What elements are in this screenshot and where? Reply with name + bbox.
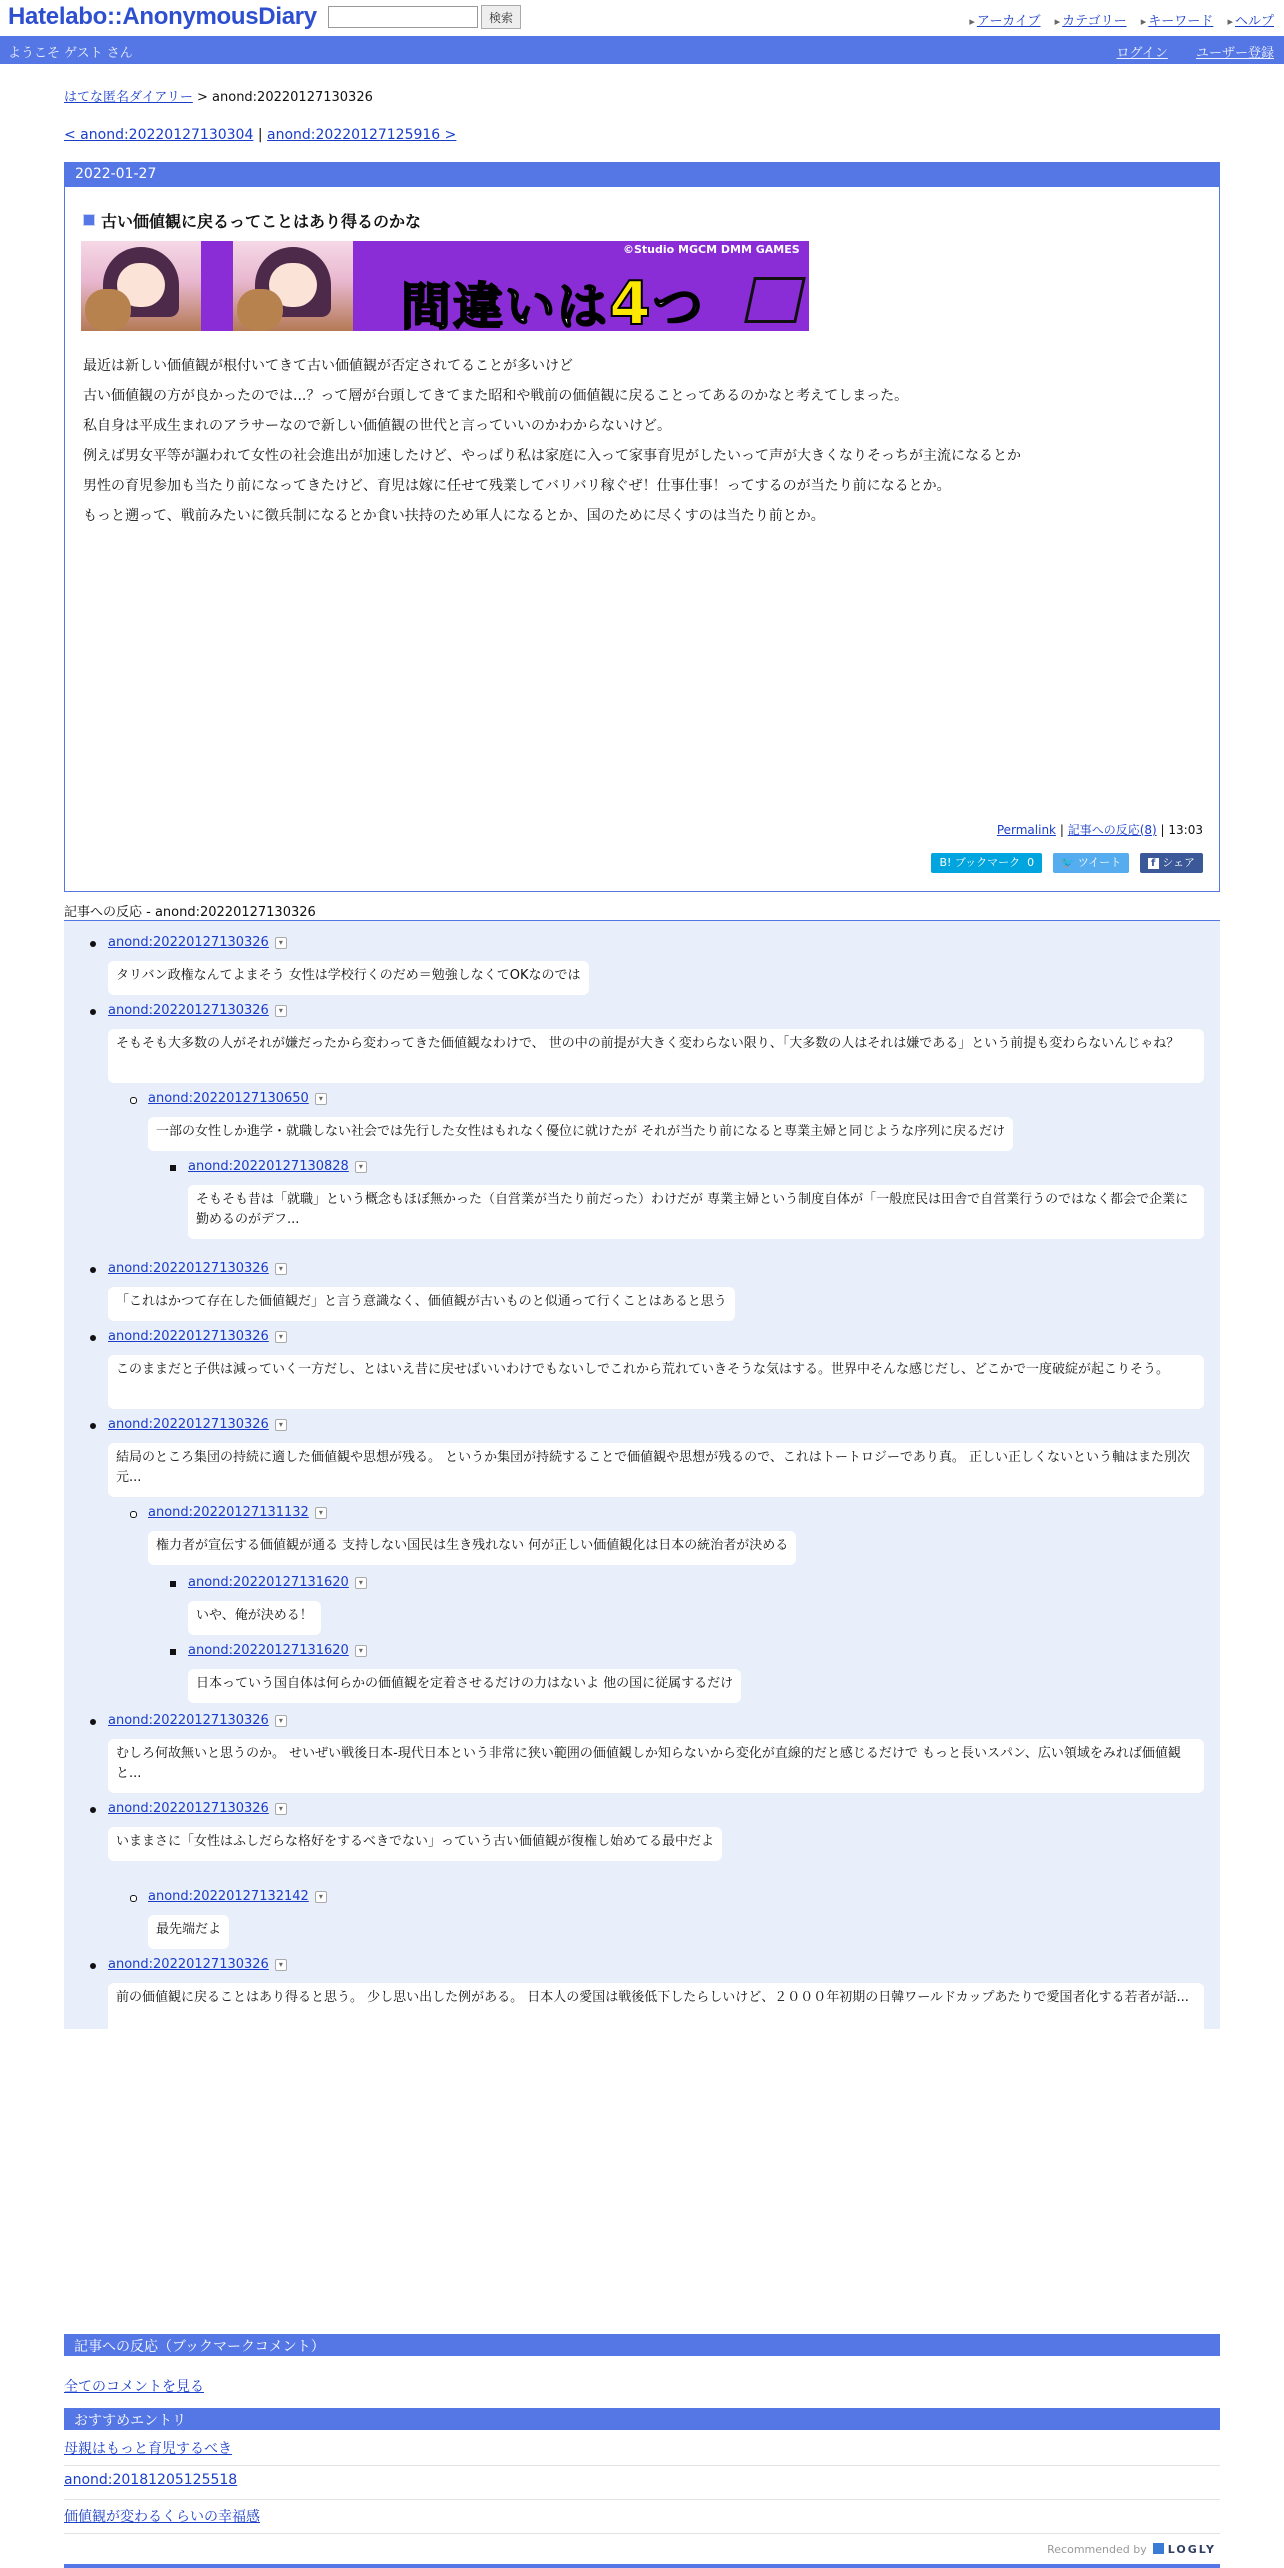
hatena-bookmark-button[interactable]: B! ブックマーク 0 [931, 853, 1042, 873]
share-buttons [925, 853, 1203, 873]
recommended-item [64, 2500, 1220, 2534]
chevron-down-icon[interactable]: ▾ [275, 1331, 287, 1343]
banner-credit: ©Studio MGCM DMM GAMES [623, 243, 800, 256]
reaction-text: 日本っていう国自体は何らかの価値観を定着させるだけの力はないよ 他の国に従属するだけ [188, 1669, 741, 1703]
reactions-heading: 記事への反応 - anond:20220127130326 [64, 905, 316, 920]
permalink-link[interactable]: Permalink [996, 823, 1056, 837]
bullet-icon [90, 1267, 96, 1273]
breadcrumb-separator: > [196, 90, 208, 105]
bullet-icon [90, 1335, 96, 1341]
reaction-text: 「これはかつて存在した価値観だ」と言う意識なく、価値観が古いものと似通って行くことはあると思う [108, 1287, 735, 1321]
footer-separator: | [1160, 823, 1165, 837]
bullet-icon [170, 1581, 176, 1587]
welcome-text: ようこそ ゲスト さん [8, 46, 133, 61]
chevron-down-icon[interactable]: ▾ [315, 1093, 327, 1105]
bookmark-comments-header: 記事への反応（ブックマークコメント） [64, 2334, 1220, 2356]
reaction-text: 最先端だよ [148, 1915, 229, 1949]
entry-title [83, 209, 421, 232]
reaction-item [108, 1713, 1181, 1781]
reaction-header [108, 1261, 287, 1281]
reaction-header [148, 1505, 327, 1525]
recommended-header: おすすめエントリ [64, 2408, 1220, 2430]
title-square-icon [83, 214, 95, 226]
reaction-text: いままさに「女性はふしだらな格好をするべきでない」っていう古い価値観が復権し始めてる最中だよ [108, 1827, 722, 1861]
reaction-text: 前の価値観に戻ることはあり得ると思う。 少し思い出した例がある。 日本人の愛国は戦後低下したらしいけど、２０００年初期の日韓ワールドカップあたりで愛国者化する若者が話... [108, 1983, 1204, 2037]
chevron-down-icon[interactable]: ▾ [315, 1891, 327, 1903]
logly-logo[interactable]: LOGLY [1153, 2543, 1216, 2556]
user-links [1092, 42, 1274, 61]
reaction-text: 権力者が宣伝する価値観が通る 支持しない国民は生き残れない 何が正しい価値観化は日本の統治者が決める [148, 1531, 796, 1565]
entry-panel [64, 162, 1220, 892]
reaction-id-link[interactable]: anond:20220127131132 [148, 1505, 309, 1520]
reaction-header [108, 935, 287, 955]
reaction-id-link[interactable]: anond:20220127130828 [188, 1159, 349, 1174]
facebook-share-button[interactable]: f シェア [1140, 853, 1203, 873]
breadcrumb-current: anond:20220127130326 [212, 90, 373, 105]
reaction-header [108, 1957, 287, 1977]
reaction-text: 結局のところ集団の持続に適した価値観や思想が残る。 というか集団が持続することで価値観や思想が残るので、これはトートロジーであり真。 正しい正しくないという軸はまた別次元... [108, 1443, 1204, 1497]
arrow-icon: ▸ [1227, 15, 1233, 28]
recommended-by: Recommended by LOGLY [1047, 2543, 1216, 2556]
reaction-header [108, 1713, 287, 1733]
reaction-item [188, 1575, 367, 1623]
arrow-icon: ▸ [1054, 15, 1061, 28]
reaction-item [108, 1417, 1191, 1485]
reaction-header [188, 1159, 367, 1179]
chevron-down-icon[interactable]: ▾ [315, 1507, 327, 1519]
bullet-icon [170, 1649, 176, 1655]
reaction-item [108, 1329, 1170, 1377]
bullet-icon [90, 1423, 96, 1429]
banner-character-image [81, 241, 201, 331]
chevron-down-icon[interactable]: ▾ [275, 1263, 287, 1275]
reaction-item [108, 935, 581, 983]
reactions-list [64, 920, 1220, 2029]
top-bar [0, 0, 1284, 36]
reaction-header [108, 1801, 287, 1821]
breadcrumb [64, 86, 373, 105]
login-link[interactable]: ログイン [1116, 46, 1168, 61]
nav-keyword-link[interactable]: キーワード [1148, 14, 1214, 29]
recommended-item [64, 2466, 1220, 2500]
reaction-header [188, 1643, 367, 1663]
reaction-id-link[interactable]: anond:20220127130326 [108, 1261, 269, 1276]
entry-time: 13:03 [1168, 823, 1203, 837]
bullet-icon [130, 1895, 137, 1902]
recommended-link[interactable]: 価値観が変わるくらいの幸福感 [64, 2509, 260, 2525]
reaction-item [188, 1159, 1189, 1227]
bullet-icon [90, 1807, 96, 1813]
reaction-item [148, 1505, 789, 1553]
recommended-link[interactable]: 母親はもっと育児するべき [64, 2441, 232, 2457]
breadcrumb-home-link[interactable]: はてな匿名ダイアリー [64, 90, 193, 105]
recommended-link[interactable]: anond:20181205125518 [64, 2472, 238, 2488]
entry-paragraph: 古い価値観の方が良かったのでは...？って層が台頭してきてまた昭和や戦前の価値観に戻ることってあるのかなと考えてしまった。 [83, 388, 909, 404]
facebook-icon: f [1148, 858, 1159, 869]
register-link[interactable]: ユーザー登録 [1195, 46, 1274, 61]
entry-paragraph: もっと遡って、戦前みたいに徴兵制になるとか食い扶持のため軍人になるとか、国のために尽くすのは当たり前とか。 [83, 508, 825, 524]
logly-square-icon [1153, 2543, 1164, 2554]
arrow-icon: ▸ [1140, 15, 1147, 28]
reaction-id-link[interactable]: anond:20220127130326 [108, 1417, 269, 1432]
chevron-down-icon[interactable]: ▾ [355, 1161, 367, 1173]
reaction-item [148, 1889, 327, 1937]
chevron-down-icon[interactable]: ▾ [275, 1803, 287, 1815]
chevron-down-icon[interactable]: ▾ [275, 937, 287, 949]
banner-game-logo [744, 277, 806, 323]
reaction-header [148, 1889, 327, 1909]
bullet-icon [170, 1165, 176, 1171]
nav-help-link[interactable]: ヘルプ [1234, 14, 1274, 29]
reaction-id-link[interactable]: anond:20220127130326 [108, 1713, 269, 1728]
entry-footer [997, 821, 1203, 838]
nav-archive-link[interactable]: アーカイブ [976, 14, 1041, 29]
chevron-down-icon[interactable]: ▾ [275, 1005, 287, 1017]
chevron-down-icon[interactable]: ▾ [275, 1419, 287, 1431]
reaction-id-link[interactable]: anond:20220127130326 [108, 1957, 269, 1972]
next-entry-link[interactable]: anond:20220127125916 > [267, 127, 457, 143]
entry-title-text: 古い価値観に戻るってことはあり得るのかな [101, 212, 422, 231]
reaction-item [188, 1643, 734, 1691]
tweet-button[interactable]: 🐦 ツイート [1053, 853, 1130, 873]
reaction-item [108, 1261, 727, 1309]
entry-date: 2022-01-27 [65, 163, 1219, 187]
reaction-text: そもそも大多数の人がそれが嫌だったから変わってきた価値観なわけで、 世の中の前提が大きく変わらない限り、「大多数の人はそれは嫌である」という前提も変わらないんじゃね？ [108, 1029, 1204, 1083]
reaction-text: そもそも昔は「就職」という概念もほぼ無かった（自営業が当たり前だった）わけだが 専業主婦という制度自体が「一般庶民は田舎で自営業行うのではなく都会で企業に勤めるのがデフ... [188, 1185, 1204, 1239]
bullet-icon [130, 1511, 137, 1518]
reaction-header [108, 1329, 287, 1349]
reaction-header [108, 1003, 287, 1023]
twitter-bird-icon: 🐦 [1060, 856, 1075, 869]
reaction-header [148, 1091, 327, 1111]
entry-paragraph: 最近は新しい価値観が根付いてきて古い価値観が否定されてることが多いけど [83, 358, 573, 374]
reaction-id-link[interactable]: anond:20220127131620 [188, 1575, 349, 1590]
reaction-id-link[interactable]: anond:20220127130650 [148, 1091, 309, 1106]
chevron-down-icon[interactable]: ▾ [355, 1577, 367, 1589]
reaction-header [188, 1575, 367, 1595]
reaction-id-link[interactable]: anond:20220127130326 [108, 1329, 269, 1344]
site-logo[interactable]: Hatelabo::AnonymousDiary [8, 3, 317, 30]
reaction-text: 一部の女性しか進学・就職しない社会では先行した女性はもれなく優位に就けたが それが当たり前になると専業主婦と同じような序列に戻るだけ [148, 1117, 1013, 1151]
bottom-border [64, 2564, 1220, 2568]
search-button[interactable]: 検索 [481, 5, 521, 29]
chevron-down-icon[interactable]: ▾ [275, 1715, 287, 1727]
nav-category-link[interactable]: カテゴリー [1062, 14, 1127, 29]
all-comments-link[interactable]: 全てのコメントを見る [64, 2379, 204, 2395]
entry-paragraph: 例えば男女平等が謳われて女性の社会進出が加速したけど、やっぱり私は家庭に入って家事育児がしたいって声が大きくなりそっちが主流になるとか [83, 448, 1021, 464]
bullet-icon [130, 1097, 137, 1104]
entry-paragraph: 男性の育児参加も当たり前になってきたけど、育児は嫁に任せて残業してバリバリ稼ぐぜ！仕事仕事！ってするのが当たり前になるとか。 [83, 478, 951, 494]
ad-banner[interactable] [81, 241, 809, 331]
reaction-id-link[interactable]: anond:20220127130326 [108, 1801, 269, 1816]
chevron-down-icon[interactable]: ▾ [355, 1645, 367, 1657]
banner-character-image [233, 241, 353, 331]
arrow-icon: ▸ [969, 15, 975, 28]
entry-pager [64, 127, 456, 143]
reaction-text: むしろ何故無いと思うのか。 せいぜい戦後日本-現代日本という非常に狭い範囲の価値観しか知らないから変化が直線的だと感じるだけで もっと長いスパン、広い領域をみれば価値観と... [108, 1739, 1204, 1793]
reaction-text: このままだと子供は減っていく一方だし、とはいえ昔に戻せばいいわけでもないしでこれから荒れていきそうな気はする。世界中そんな感じだし、どこかで一度破綻が起こりそう。 [108, 1355, 1204, 1409]
bullet-icon [90, 1719, 96, 1725]
reaction-text: タリバン政権なんてよまそう 女性は学校行くのだめ＝勉強しなくてOKなのでは [108, 961, 589, 995]
reactions-link[interactable]: 記事への反応(8) [1067, 823, 1157, 837]
entry-body [83, 351, 1203, 531]
prev-entry-link[interactable]: < anond:20220127130304 [64, 127, 254, 143]
bullet-icon [90, 941, 96, 947]
bullet-icon [90, 1963, 96, 1969]
reaction-item [108, 1801, 715, 1849]
top-nav [969, 10, 1274, 29]
reaction-item [108, 1003, 1180, 1051]
banner-headline: 間違いは4つ [401, 269, 705, 331]
entry-paragraph: 私自身は平成生まれのアラサーなので新しい価値観の世代と言っていいのかわからないけど。 [83, 418, 671, 434]
bookmark-count: 0 [1027, 856, 1035, 869]
search-input[interactable] [328, 6, 478, 28]
reaction-id-link[interactable]: anond:20220127132142 [148, 1889, 309, 1904]
reaction-header [108, 1417, 287, 1437]
reaction-id-link[interactable]: anond:20220127131620 [188, 1643, 349, 1658]
pager-separator: | [257, 127, 263, 143]
reaction-item [148, 1091, 1006, 1139]
recommended-item [64, 2432, 1220, 2466]
reaction-id-link[interactable]: anond:20220127130326 [108, 935, 269, 950]
reaction-item [108, 1957, 1189, 2005]
user-bar [0, 36, 1284, 64]
footer-separator: | [1059, 823, 1064, 837]
reaction-id-link[interactable]: anond:20220127130326 [108, 1003, 269, 1018]
chevron-down-icon[interactable]: ▾ [275, 1959, 287, 1971]
reaction-text: いや、俺が決める！ [188, 1601, 321, 1635]
bullet-icon [90, 1009, 96, 1015]
